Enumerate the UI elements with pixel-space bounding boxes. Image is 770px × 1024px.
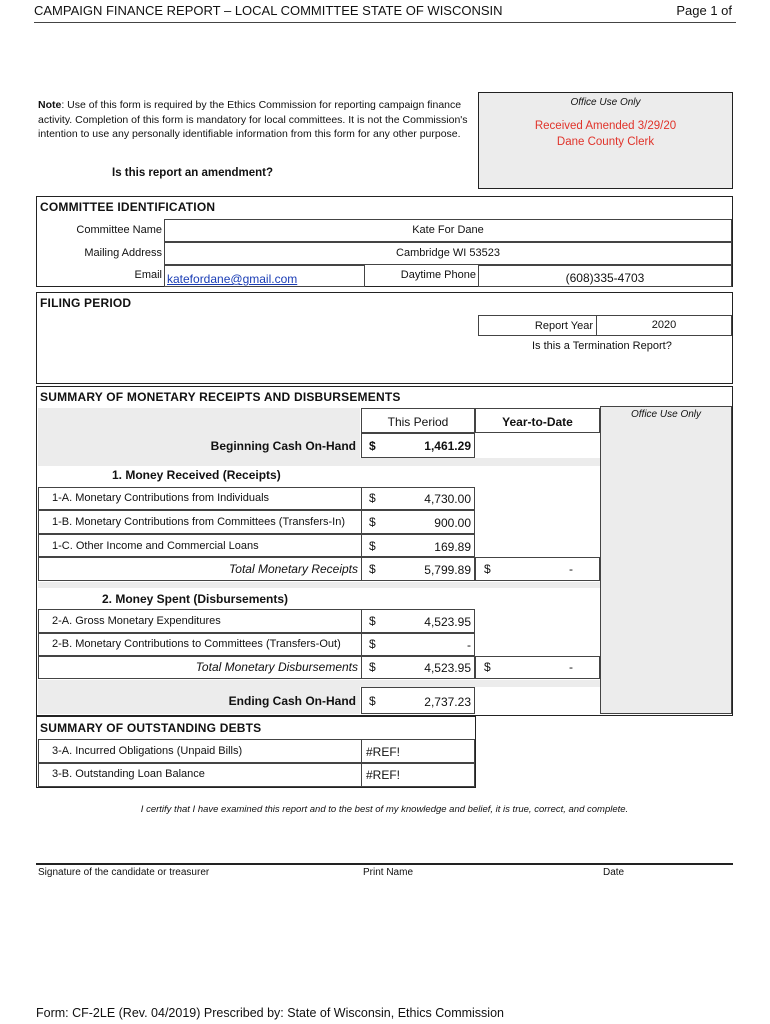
r1b-currency: $ (369, 515, 376, 529)
committee-name-value: Kate For Dane (412, 224, 484, 236)
total-disb-ytd-cell[interactable] (475, 656, 600, 679)
note-label: Note (38, 99, 62, 111)
received-heading: 1. Money Received (Receipts) (112, 468, 281, 482)
mailing-address-value: Cambridge WI 53523 (396, 247, 500, 259)
report-year-label: Report Year (534, 320, 593, 332)
spent-spacer (38, 582, 600, 588)
d3a-label: 3-A. Incurred Obligations (Unpaid Bills) (52, 745, 243, 757)
signature-label: Signature of the candidate or treasurer (38, 867, 210, 878)
beginning-currency: $ (369, 439, 376, 453)
mailing-address-label: Mailing Address (84, 247, 162, 259)
r1c-label: 1-C. Other Income and Commercial Loans (52, 540, 259, 552)
form-footer: Form: CF-2LE (Rev. 04/2019) Prescribed by: State of Wisconsin, Ethics Commission (36, 1006, 504, 1020)
r1b-value: 900.00 (434, 516, 471, 530)
ending-cash-value: 2,737.23 (424, 695, 471, 709)
total-receipts-label: Total Monetary Receipts (229, 562, 358, 576)
total-disb-ytd-currency: $ (484, 660, 491, 674)
committee-heading: COMMITTEE IDENTIFICATION (40, 200, 216, 214)
email-link[interactable]: katefordane@gmail.com (167, 272, 298, 286)
amendment-question: Is this report an amendment? (112, 167, 274, 179)
daytime-phone-value: (608)335-4703 (565, 271, 645, 285)
s2b-currency: $ (369, 637, 376, 651)
total-disb-ytd-value: - (569, 660, 573, 674)
s2a-currency: $ (369, 614, 376, 628)
summary-gray-header (38, 408, 360, 433)
summary-heading: SUMMARY OF MONETARY RECEIPTS AND DISBURSEMENTS (40, 390, 401, 404)
print-name-label: Print Name (363, 867, 414, 878)
form-title: CAMPAIGN FINANCE REPORT – LOCAL COMMITTEE STATE OF WISCONSIN (34, 3, 503, 18)
office-use-box (478, 92, 733, 189)
beginning-cash-label: Beginning Cash On-Hand (210, 439, 356, 453)
total-receipts-currency: $ (369, 562, 376, 576)
spent-heading: 2. Money Spent (Disbursements) (102, 592, 289, 606)
committee-name-label: Committee Name (76, 224, 162, 236)
received-stamp (479, 118, 732, 150)
certification-text: I certify that I have examined this report and to the best of my knowledge and belief, it is true, correct, and complete. (140, 804, 629, 815)
total-receipts-ytd-value: - (569, 562, 573, 576)
stamp-line-1: Received Amended 3/29/20 (534, 120, 677, 132)
this-period-label: This Period (387, 415, 449, 429)
total-receipts-ytd-currency: $ (484, 562, 491, 576)
r1b-label: 1-B. Monetary Contributions from Committees (Transfers-In) (52, 516, 346, 528)
ending-spacer (38, 680, 600, 687)
signature-line[interactable] (36, 863, 733, 865)
ending-cash-label: Ending Cash On-Hand (228, 694, 356, 708)
page-number: Page 1 of (676, 3, 732, 18)
r1c-currency: $ (369, 539, 376, 553)
beginning-cash-value: 1,461.29 (424, 439, 471, 453)
d3b-value: #REF! (366, 768, 401, 782)
total-receipts-value: 5,799.89 (424, 563, 471, 577)
email-label: Email (134, 269, 162, 281)
header-divider (34, 22, 736, 23)
ytd-label: Year-to-Date (502, 415, 573, 429)
total-receipts-ytd-cell[interactable] (475, 557, 600, 581)
summary-office-use-label: Office Use Only (630, 409, 702, 420)
d3a-value: #REF! (366, 745, 401, 759)
stamp-line-2: Dane County Clerk (556, 136, 655, 148)
daytime-phone-label: Daytime Phone (400, 269, 476, 281)
received-spacer (38, 458, 600, 466)
s2a-value: 4,523.95 (424, 615, 471, 629)
s2b-label: 2-B. Monetary Contributions to Committees (Transfers-Out) (52, 638, 341, 650)
office-use-column (600, 406, 732, 714)
total-disb-label: Total Monetary Disbursements (195, 660, 358, 674)
r1a-currency: $ (369, 491, 376, 505)
d3b-label: 3-B. Outstanding Loan Balance (52, 768, 205, 780)
r1a-value: 4,730.00 (424, 492, 471, 506)
note-text: : Use of this form is required by the Ethics Commission for reporting campaign finance activity. Completion of this form is mandatory for local committees. It is not the Commission's intention to use any personally identifiable information from this form for any other purpose. (38, 99, 468, 140)
total-disb-value: 4,523.95 (424, 661, 471, 675)
filing-period-section (36, 292, 733, 384)
r1c-value: 169.89 (434, 540, 471, 554)
office-use-label: Office Use Only (570, 97, 641, 108)
debts-heading: SUMMARY OF OUTSTANDING DEBTS (40, 721, 262, 735)
s2b-value: - (467, 638, 471, 652)
termination-question: Is this a Termination Report? (532, 340, 672, 352)
total-disb-currency: $ (369, 660, 376, 674)
ending-currency: $ (369, 694, 376, 708)
privacy-note (38, 98, 474, 142)
filing-period-heading: FILING PERIOD (40, 296, 132, 310)
report-year-value: 2020 (651, 319, 677, 331)
s2a-label: 2-A. Gross Monetary Expenditures (52, 615, 221, 627)
date-label: Date (603, 867, 625, 878)
r1a-label: 1-A. Monetary Contributions from Individuals (52, 492, 270, 504)
